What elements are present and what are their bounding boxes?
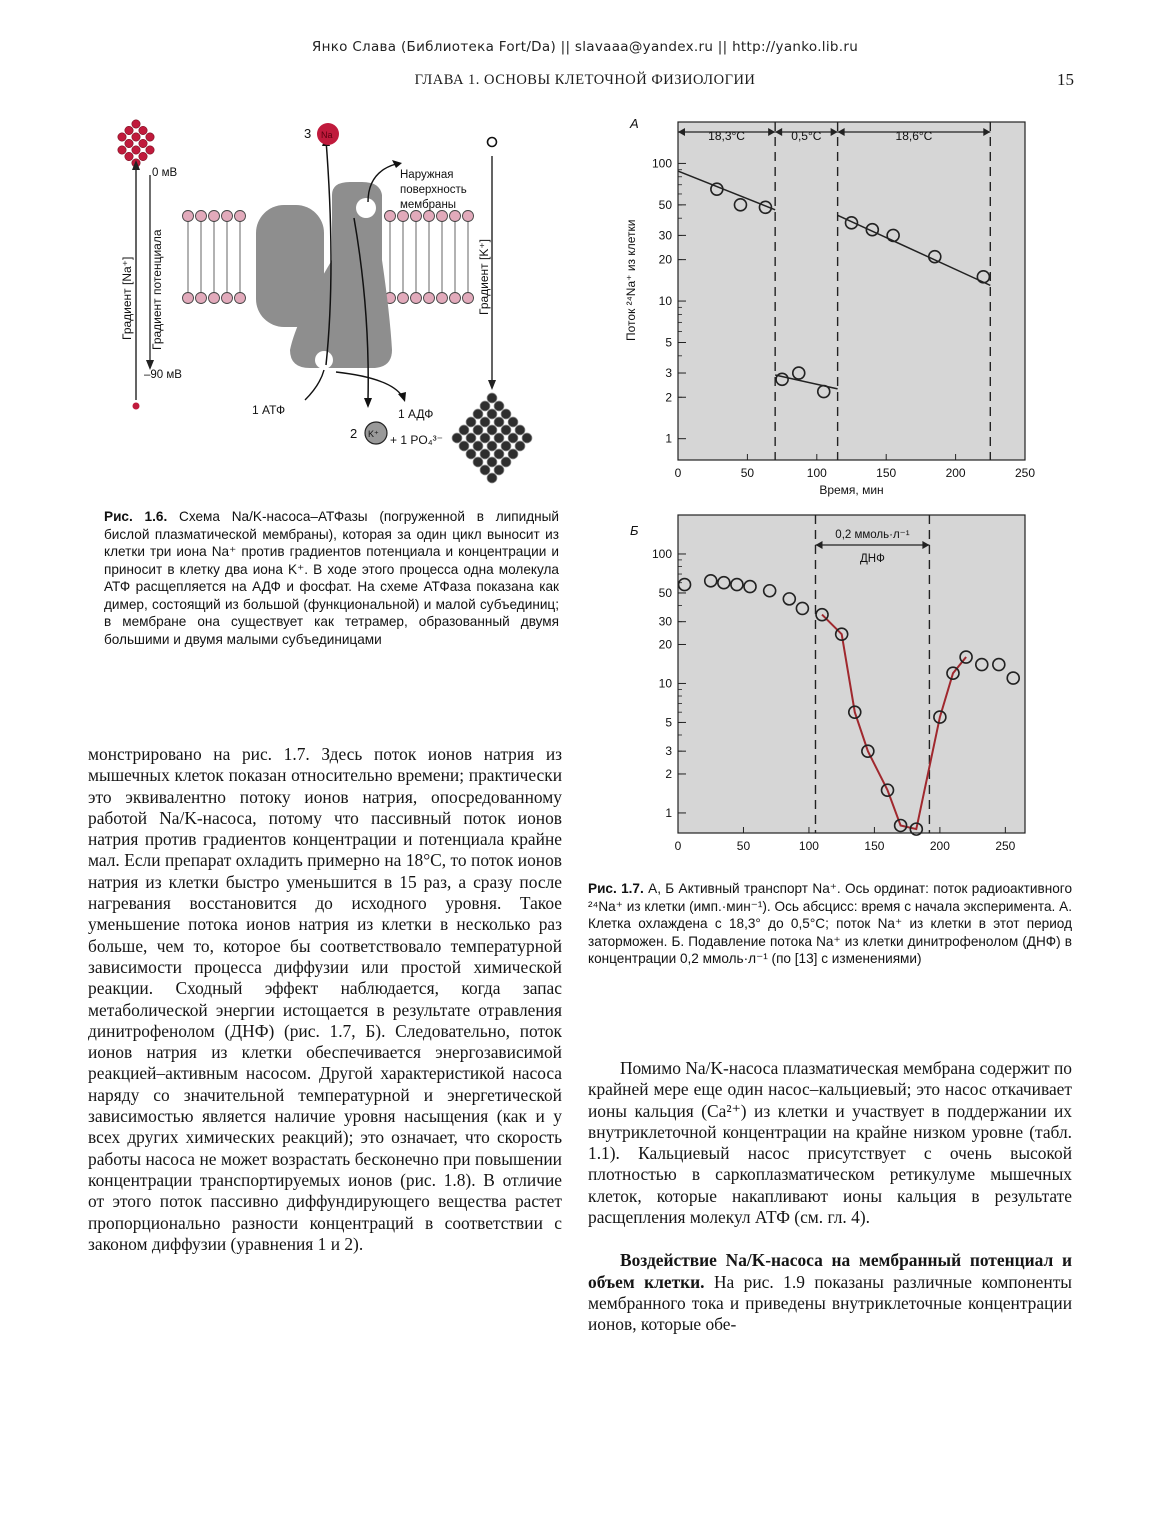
y-tick-label: 2 xyxy=(665,390,672,405)
x-tick-label: 150 xyxy=(876,466,897,480)
section-paragraph xyxy=(588,1250,1072,1335)
sodium-ion xyxy=(146,133,154,141)
y-tick-label: 30 xyxy=(658,614,672,629)
y-tick-label: 100 xyxy=(651,546,672,561)
treatment-label: ДНФ xyxy=(860,553,885,565)
band-label: 18,3°С xyxy=(708,129,745,143)
potassium-cluster xyxy=(452,393,532,483)
lipid-head xyxy=(463,293,474,304)
potassium-ion xyxy=(494,433,504,443)
lipid-head xyxy=(398,293,409,304)
y-tick-label: 50 xyxy=(658,585,672,600)
lipid-head xyxy=(411,293,422,304)
lipid-head xyxy=(385,211,396,222)
x-tick-label: 0 xyxy=(674,839,682,853)
panel-label: А xyxy=(630,116,639,131)
body-column-left xyxy=(88,744,562,1255)
lipid-head xyxy=(209,211,220,222)
lipid-head xyxy=(437,211,448,222)
minus-90mv-label: –90 мВ xyxy=(144,369,182,381)
sodium-ion xyxy=(125,139,133,147)
sodium-ion xyxy=(139,152,147,160)
sodium-ion xyxy=(118,146,126,154)
y-tick-label: 50 xyxy=(658,197,672,212)
y-tick-label: 1 xyxy=(665,805,672,820)
k-count-label: 2 xyxy=(350,426,358,441)
lipid-head xyxy=(450,211,461,222)
x-tick-label: 100 xyxy=(806,466,827,480)
svg-text:K⁺: K⁺ xyxy=(368,429,379,439)
potassium-ion xyxy=(508,433,518,443)
figure-1-6-diagram xyxy=(100,110,570,490)
potassium-ion xyxy=(473,425,483,435)
plot-area xyxy=(678,515,1025,833)
y-tick-label: 5 xyxy=(665,715,672,730)
figure-1-6-caption-label: Рис. 1.6. xyxy=(104,509,168,524)
lipid-head xyxy=(411,211,422,222)
sodium-ion xyxy=(139,139,147,147)
lipid-head xyxy=(398,211,409,222)
body-column-right xyxy=(588,1058,1072,1336)
potassium-ion xyxy=(466,449,476,459)
treatment-concentration-label: 0,2 ммоль·л⁻¹ xyxy=(835,529,910,541)
lipid-head xyxy=(463,211,474,222)
potassium-ion xyxy=(494,449,504,459)
potassium-ion xyxy=(501,409,511,419)
na-gradient-label: Градиент [Na⁺] xyxy=(120,256,134,340)
band-label: 0,5°С xyxy=(791,129,822,143)
body-paragraph: Помимо Na/K-насоса плазматическая мембрана содержит по крайней мере еще один насос–кальциевый; это насос откачивает ионы кальция (Ca²⁺) из клетки и участвует в поддержании их внутриклеточной концентрации на крайне низком уровне (табл. 1.1). Кальциевый насос присутствует с очень высокой плотностью в саркоплазматическом ретикулуме мышечных клеток, которые накапливают ионы кальция в результате расщепления молекул АТФ (см. гл. 4). xyxy=(588,1058,1072,1228)
y-tick-label: 5 xyxy=(665,335,672,350)
na-count-label: 3 xyxy=(304,126,312,141)
figure-1-7-caption-label: Рис. 1.7. xyxy=(588,881,644,896)
x-tick-label: 200 xyxy=(929,839,950,853)
lipid-head xyxy=(196,293,207,304)
potassium-ion xyxy=(487,393,497,403)
potassium-ion xyxy=(466,433,476,443)
outer-surface-label-2: поверхность xyxy=(400,184,467,196)
x-tick-label: 200 xyxy=(945,466,966,480)
potassium-ion xyxy=(487,409,497,419)
y-tick-label: 3 xyxy=(665,744,672,759)
lipid-head xyxy=(424,293,435,304)
watermark: Янко Слава (Библиотека Fort/Da) || slavaaa@yandex.ru || http://yanko.lib.ru xyxy=(311,39,859,55)
y-tick-label: 10 xyxy=(658,294,672,309)
figure-1-6-caption xyxy=(104,508,559,648)
y-tick-label: 1 xyxy=(665,431,672,446)
potassium-ion xyxy=(473,441,483,451)
lipid-head xyxy=(235,211,246,222)
potassium-ion xyxy=(480,465,490,475)
x-tick-label: 250 xyxy=(995,839,1016,853)
potassium-ion xyxy=(480,433,490,443)
lipid-head xyxy=(437,293,448,304)
potassium-ion xyxy=(515,441,525,451)
k-gradient-label: Градиент [K⁺] xyxy=(477,238,491,315)
y-tick-label: 20 xyxy=(658,252,672,267)
potential-gradient-label: Градиент потенциала xyxy=(150,229,164,350)
y-axis-label: Поток ²⁴Na⁺ из клетки xyxy=(624,219,638,341)
potassium-ion xyxy=(508,449,518,459)
y-tick-label: 3 xyxy=(665,366,672,381)
lipid-head xyxy=(222,211,233,222)
potassium-ion xyxy=(487,441,497,451)
y-tick-label: 30 xyxy=(658,228,672,243)
y-tick-label: 10 xyxy=(658,676,672,691)
lipid-head xyxy=(450,293,461,304)
body-paragraph: монстрировано на рис. 1.7. Здесь поток ионов натрия из мышечных клеток показан относительно времени; практически это эквивалентно потоку ионов натрия, опосредованному работой Na/K-насоса, потому что пассивный поток ионов натрия против градиентов концентрации и потенциала крайне мал. Если препарат охладить примерно на 18°С, то поток ионов натрия из клетки быстро уменьшится в 15 раз, а сразу после нагревания восстановится до исходного уровня. Такое уменьшение потока ионов натрия из клетки в несколько раз больше, чем то, которое бы соответствовало температурной зависимости процесса диффузии или простой химической реакции. Сходный эффект наблюдается, когда запас метаболической энергии истощается в результате отравления динитрофенолом (ДНФ) (рис. 1.7, Б). Следовательно, поток ионов натрия из клетки обеспечивается энергозависимой реакцией–активным насосом. Другой характеристикой насоса наряду со значительной температурной и энергетической зависимостью является наличие уровня насыщения (как и у всех других химических реакций); это означает, что скорость работы насоса не может возрастать бесконечно при повышении концентрации транспортируемых ионов (рис. 1.8). В отличие от этого поток пассивно диффундирующего вещества растет пропорционально разности концентраций в соответствии с законом диффузии (уравнения 1 и 2). xyxy=(88,744,562,1254)
figure-1-7a-chart xyxy=(590,110,1040,500)
lipid-head xyxy=(183,293,194,304)
potassium-ion xyxy=(466,417,476,427)
sodium-ion xyxy=(125,152,133,160)
potassium-ion xyxy=(459,425,469,435)
lipid-head xyxy=(183,211,194,222)
atp-label: 1 АТФ xyxy=(252,403,286,417)
sodium-ion xyxy=(132,146,140,154)
figure-1-7-caption-text: А, Б Активный транспорт Na⁺. Ось ординат: поток радиоактивного ²⁴Na⁺ из клетки (имп.·мин⁻¹). Ось абсцисс: время с начала эксперимента. А. Клетка охлаждена с 18,3° до 0,5°С; поток Na⁺ из клетки в этот период заторможен. Б. Подавление потока Na⁺ из клетки динитрофенолом (ДНФ) в концентрации 0,2 ммоль·л⁻¹ (по [13] с изменениями) xyxy=(588,881,1073,966)
na-binding-site xyxy=(356,198,376,218)
potassium-ion xyxy=(522,433,532,443)
potassium-ion xyxy=(515,425,525,435)
panel-label: Б xyxy=(630,523,639,538)
potassium-ion xyxy=(508,417,518,427)
running-title: ГЛАВА 1. ОСНОВЫ КЛЕТОЧНОЙ ФИЗИОЛОГИИ xyxy=(414,72,756,88)
zero-mv-label: 0 мВ xyxy=(152,167,178,179)
figure-1-7b-chart xyxy=(590,505,1040,865)
adp-label: 1 АДФ xyxy=(398,407,434,421)
potassium-ion xyxy=(473,457,483,467)
potassium-ion xyxy=(487,457,497,467)
lipid-head xyxy=(209,293,220,304)
lipid-head xyxy=(222,293,233,304)
sodium-ion-small xyxy=(133,403,140,410)
sodium-ion xyxy=(132,133,140,141)
x-tick-label: 150 xyxy=(864,839,885,853)
plot-area xyxy=(678,122,1025,460)
lipid-head xyxy=(235,293,246,304)
x-axis-label: Время, мин xyxy=(819,483,884,497)
section-text: На рис. 1.9 показаны различные компоненты мембранного тока и приведены внутриклеточные концентрации ионов, которые обе- xyxy=(588,1271,1072,1335)
y-tick-label: 100 xyxy=(651,156,672,171)
potassium-ion xyxy=(459,441,469,451)
potassium-ion-small xyxy=(488,138,497,147)
x-tick-label: 250 xyxy=(1014,466,1036,480)
x-tick-label: 50 xyxy=(736,839,751,853)
x-tick-label: 100 xyxy=(798,839,819,853)
potassium-ion xyxy=(494,465,504,475)
y-tick-label: 20 xyxy=(658,637,672,652)
sodium-ion xyxy=(139,126,147,134)
potassium-ion xyxy=(501,457,511,467)
x-tick-label: 0 xyxy=(674,466,682,480)
figure-1-7-caption xyxy=(588,880,1072,968)
lipid-head xyxy=(424,211,435,222)
x-tick-label: 50 xyxy=(740,466,755,480)
y-tick-label: 2 xyxy=(665,766,672,781)
potassium-ion xyxy=(487,425,497,435)
potassium-ion xyxy=(480,417,490,427)
svg-text:Na: Na xyxy=(321,130,333,140)
sodium-ion xyxy=(125,126,133,134)
potassium-ion xyxy=(473,409,483,419)
potassium-ion xyxy=(452,433,462,443)
atp-binding-site xyxy=(315,351,333,369)
sodium-ion xyxy=(132,120,140,128)
band-label: 18,6°С xyxy=(895,129,933,143)
potassium-ion xyxy=(501,441,511,451)
sodium-ion xyxy=(118,133,126,141)
potassium-ion xyxy=(501,425,511,435)
potassium-ion xyxy=(487,473,497,483)
potassium-ion xyxy=(494,417,504,427)
potassium-ion xyxy=(480,449,490,459)
potassium-ion xyxy=(494,401,504,411)
po4-label: + 1 PO₄³⁻ xyxy=(390,433,443,447)
figure-1-6-caption-text: Схема Na/K-насоса–АТФазы (погруженной в липидный бислой плазматической мембраны), которая за один цикл выносит из клетки три иона Na⁺ против градиентов потенциала и концентрации и приносит в клетку два иона K⁺. В ходе этого процесса одна молекула АТФ расщепляется на АДФ и фосфат. На схеме АТФаза показана как димер, состоящий из большой (функциональной) и малой субъединиц; в мембране она существует как тетрамер, образованный двумя большими и двумя малыми субъединицами xyxy=(104,509,560,647)
outer-surface-label-3: мембраны xyxy=(400,199,457,211)
sodium-ion xyxy=(146,146,154,154)
section-heading: Воздействие Na/K-насоса на мембранный потенциал и объем клетки. xyxy=(588,1250,1072,1292)
outer-surface-label-1: Наружная xyxy=(400,169,454,181)
potassium-ion xyxy=(480,401,490,411)
page-number: 15 xyxy=(1057,70,1074,89)
lipid-head xyxy=(196,211,207,222)
